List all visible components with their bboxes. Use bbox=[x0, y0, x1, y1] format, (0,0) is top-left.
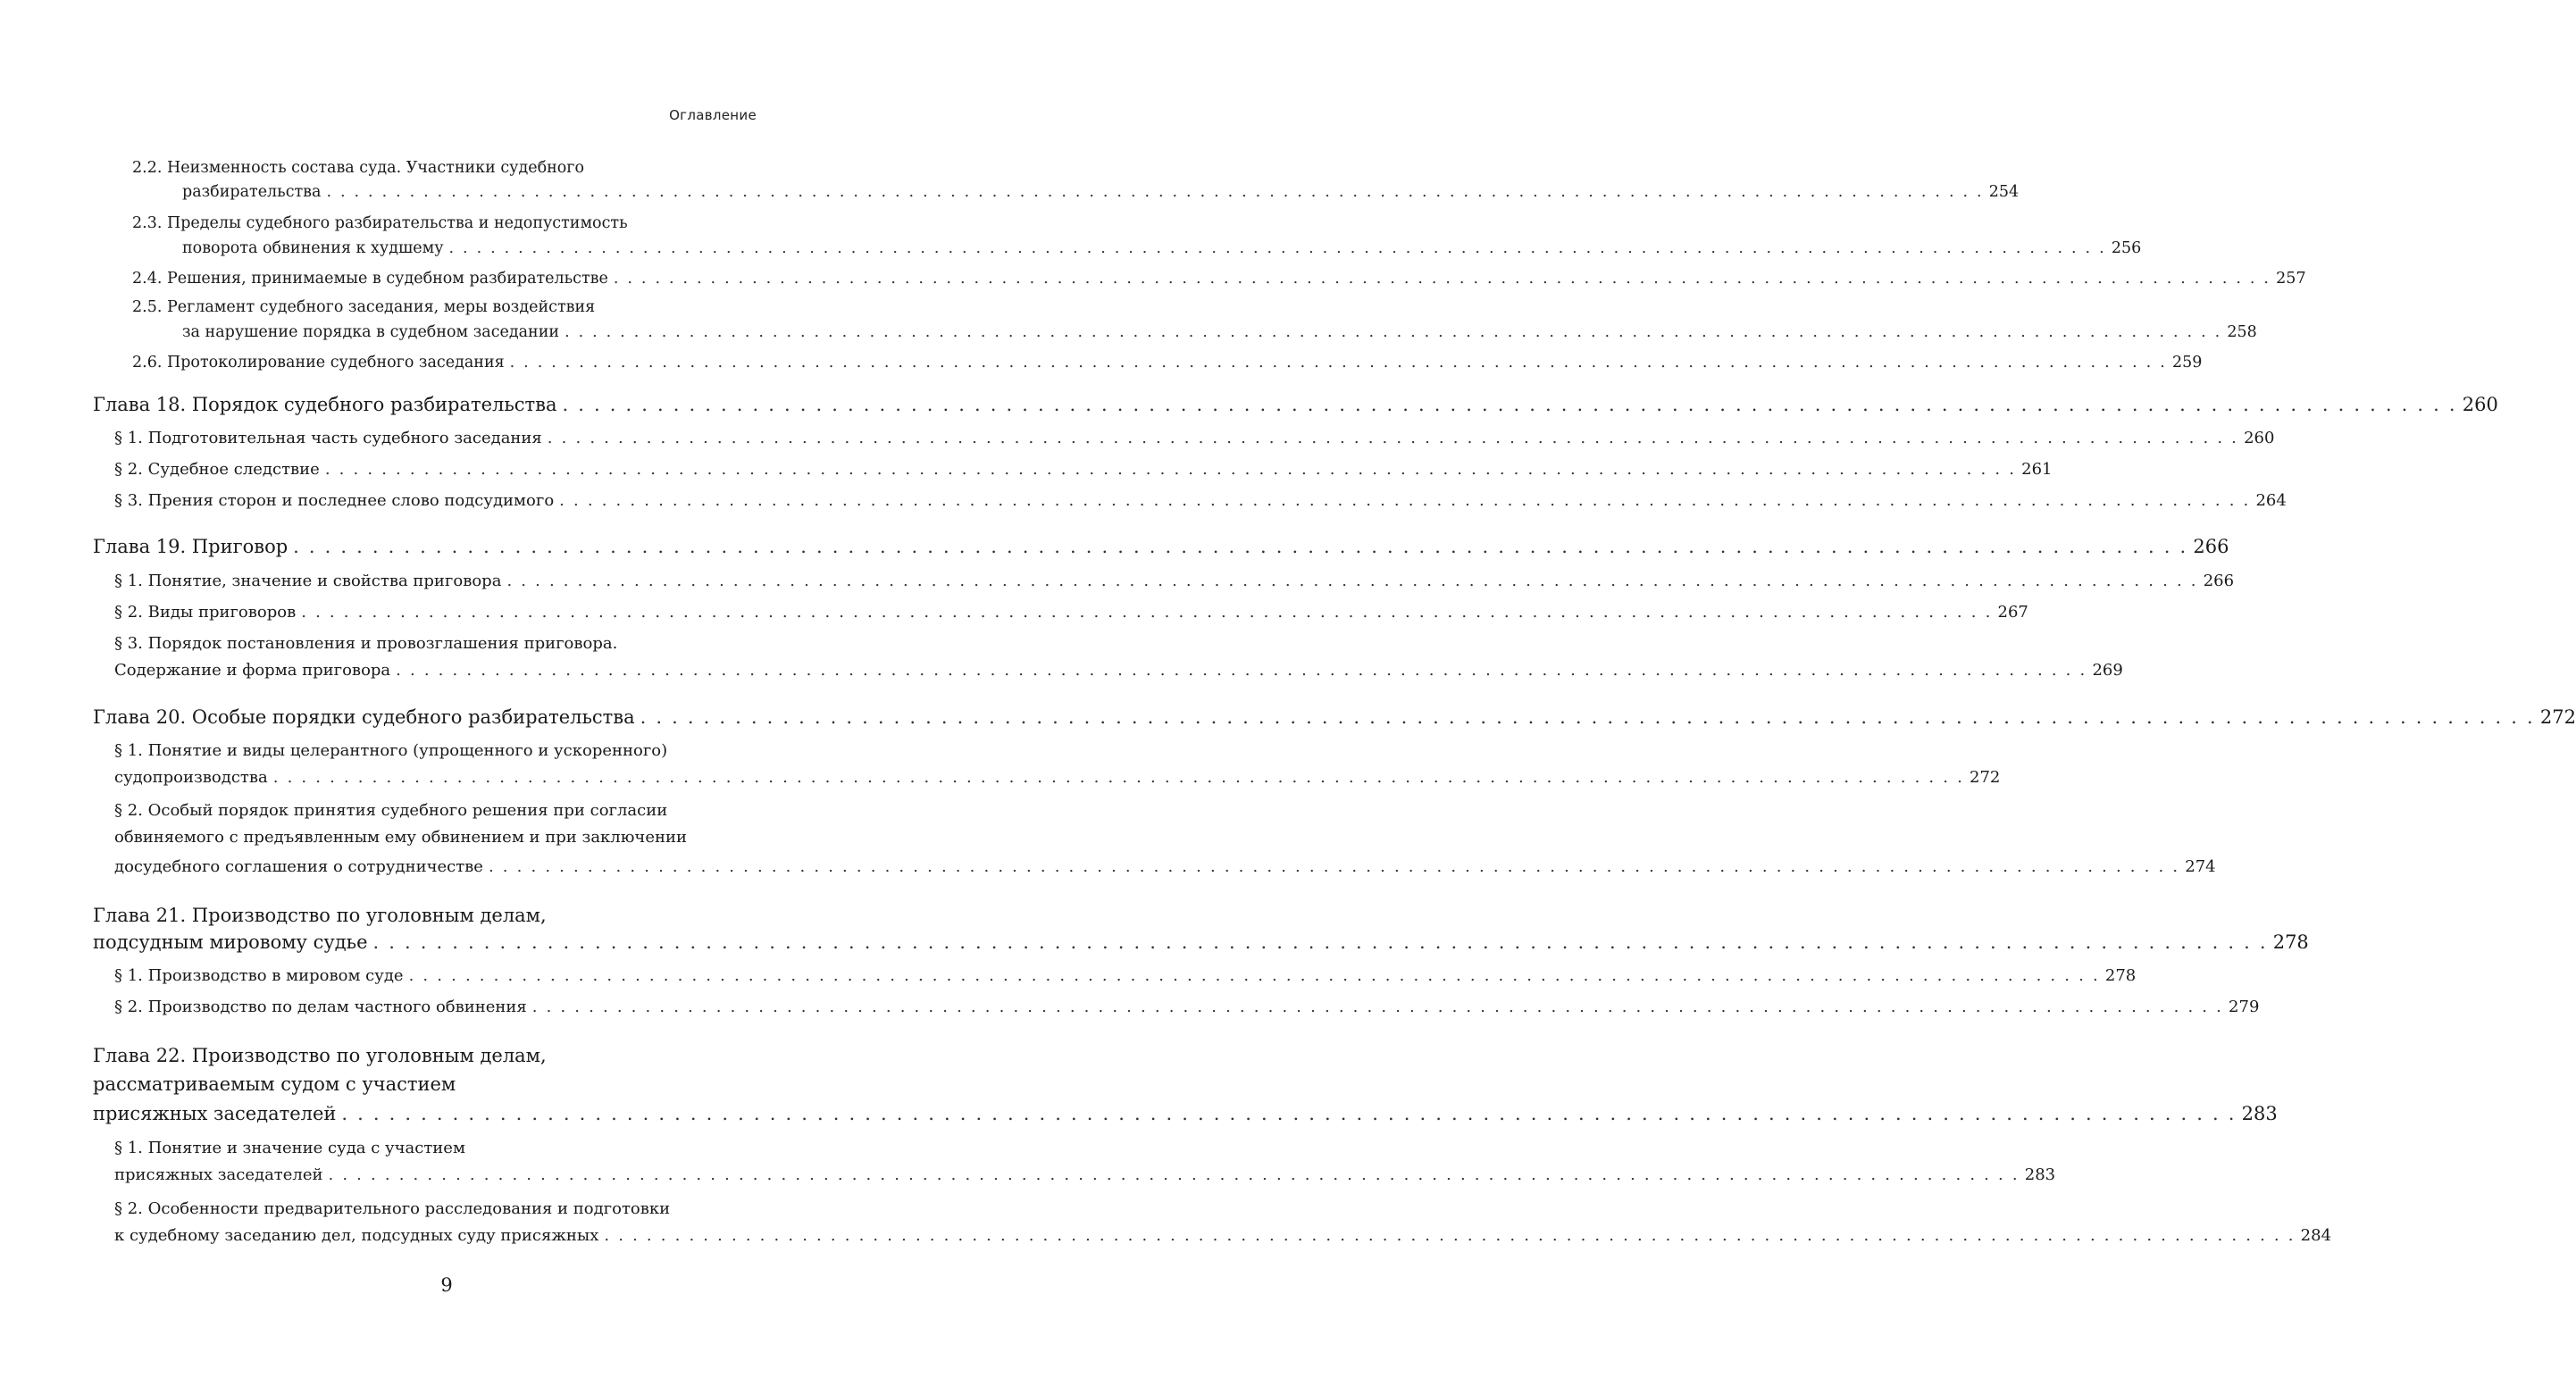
toc-entry-section-line bbox=[114, 741, 757, 760]
dot-leader: . . . . . . . . . . . . . . . . . . . . . . . . . . . . . . . . . . . . . . . . . . . . . . . . . . . . . . . . . . . . . . . . . . . . . . . . . . . . . . . . . . . . . . . . . . . . . . . . . . . . . . . . . . . . . . . . . . . . . . . . bbox=[293, 536, 2188, 557]
toc-entry-sub-line bbox=[182, 183, 2020, 201]
dot-leader: . . . . . . . . . . . . . . . . . . . . . . . . . . . . . . . . . . . . . . . . . . . . . . . . . . . . . . . . . . . . . . . . . . . . . . . . . . . . . . . . . . . . . . . . . . . . . . . . . . . . . . . . . . . . . . . . . . . . . . . . bbox=[562, 394, 2457, 415]
toc-entry-title: 2.3. Пределы судебного разбирательства и недопустимость bbox=[132, 214, 628, 232]
toc-entry-title: к судебному заседанию дел, подсудных суду присяжных bbox=[114, 1226, 599, 1245]
toc-entry-page: 258 bbox=[2227, 323, 2257, 341]
toc-entry-page: 278 bbox=[2104, 966, 2137, 985]
toc-entry-title: § 2. Особенности предварительного расследования и подготовки bbox=[114, 1199, 671, 1218]
dot-leader: . . . . . . . . . . . . . . . . . . . . . . . . . . . . . . . . . . . . . . . . . . . . . . . . . . . . . . . . . . . . . . . . . . . . . . . . . . . . . . . . . . . . . . . . . . . . . . . . . . . . . . . . . . . . . . . . . . . . . . . . bbox=[506, 572, 2198, 590]
page-number: 9 bbox=[440, 1274, 453, 1296]
toc-entry-page: 272 bbox=[1970, 768, 2001, 787]
toc-entry-title: § 2. Особый порядок принятия судебного решения при согласии bbox=[114, 801, 668, 820]
toc-entry-title: Глава 21. Производство по уголовным делам, bbox=[93, 905, 547, 926]
toc-entry-title: § 1. Подготовительная часть судебного заседания bbox=[114, 429, 542, 447]
dot-leader: . . . . . . . . . . . . . . . . . . . . . . . . . . . . . . . . . . . . . . . . . . . . . . . . . . . . . . . . . . . . . . . . . . . . . . . . . . . . . . . . . . . . . . . . . . . . . . . . . . . . . . . . . . . . . . . . . . . . . . . . bbox=[324, 460, 2017, 479]
dot-leader: . . . . . . . . . . . . . . . . . . . . . . . . . . . . . . . . . . . . . . . . . . . . . . . . . . . . . . . . . . . . . . . . . . . . . . . . . . . . . . . . . . . . . . . . . . . . . . . . . . . . . . . . . . . . . . . . . . . . . . . . bbox=[328, 1165, 2020, 1184]
toc-entry-title: 2.6. Протоколирование судебного заседания bbox=[132, 354, 505, 372]
toc-entry-page: 283 bbox=[2241, 1103, 2278, 1124]
dot-leader: . . . . . . . . . . . . . . . . . . . . . . . . . . . . . . . . . . . . . . . . . . . . . . . . . . . . . . . . . . . . . . . . . . . . . . . . . . . . . . . . . . . . . . . . . . . . . . . . . . . . . . . . . . . . . . . . . . . . . . . . bbox=[326, 183, 1984, 201]
toc-entry-chapter-line bbox=[93, 706, 2576, 728]
toc-entry-section-line bbox=[114, 1226, 2332, 1245]
toc-entry-sub-line bbox=[132, 298, 757, 316]
toc-entry-page: 269 bbox=[2092, 661, 2123, 680]
toc-entry-section-line bbox=[114, 1199, 757, 1218]
toc-entry-page: 266 bbox=[2193, 536, 2229, 557]
toc-entry-page: 254 bbox=[1988, 183, 2020, 201]
toc-entry-section-line bbox=[114, 491, 2287, 510]
toc-entry-chapter-line bbox=[93, 1045, 757, 1066]
toc-entry-title: 2.4. Решения, принимаемые в судебном разбирательстве bbox=[132, 270, 608, 288]
toc-entry-section-line bbox=[114, 768, 2001, 787]
toc-entry-section-line bbox=[114, 603, 2028, 622]
toc-entry-sub-line bbox=[132, 354, 2203, 372]
toc-entry-page: 279 bbox=[2229, 998, 2260, 1016]
toc-entry-page: 284 bbox=[2300, 1226, 2332, 1245]
toc-entry-title: § 1. Понятие и значение суда с участием bbox=[114, 1139, 465, 1157]
toc-entry-sub-line bbox=[182, 239, 2142, 257]
toc-entry-title: 2.5. Регламент судебного заседания, меры воздействия bbox=[132, 298, 596, 316]
toc-entry-title: судопроизводства bbox=[114, 768, 268, 787]
running-head: Оглавление bbox=[669, 107, 757, 123]
toc-entry-section-line bbox=[114, 572, 2235, 590]
toc-entry-page: 278 bbox=[2272, 931, 2309, 953]
dot-leader: . . . . . . . . . . . . . . . . . . . . . . . . . . . . . . . . . . . . . . . . . . . . . . . . . . . . . . . . . . . . . . . . . . . . . . . . . . . . . . . . . . . . . . . . . . . . . . . . . . . . . . . . . . . . . . . . . . . . . . . . bbox=[301, 603, 1993, 622]
toc-entry-page: 283 bbox=[2024, 1165, 2056, 1184]
toc-entry-page: 256 bbox=[2111, 239, 2142, 257]
toc-entry-title: § 2. Судебное следствие bbox=[114, 460, 320, 479]
toc-entry-chapter-line bbox=[93, 394, 2498, 415]
dot-leader: . . . . . . . . . . . . . . . . . . . . . . . . . . . . . . . . . . . . . . . . . . . . . . . . . . . . . . . . . . . . . . . . . . . . . . . . . . . . . . . . . . . . . . . . . . . . . . . . . . . . . . . . . . . . . . . . . . . . . . . . bbox=[531, 998, 2224, 1016]
toc-entry-sub-line bbox=[132, 159, 757, 177]
dot-leader: . . . . . . . . . . . . . . . . . . . . . . . . . . . . . . . . . . . . . . . . . . . . . . . . . . . . . . . . . . . . . . . . . . . . . . . . . . . . . . . . . . . . . . . . . . . . . . . . . . . . . . . . . . . . . . . . . . . . . . . . bbox=[604, 1226, 2296, 1245]
toc-entry-section-line bbox=[114, 460, 2053, 479]
toc-entry-page: 260 bbox=[2244, 429, 2275, 447]
dot-leader: . . . . . . . . . . . . . . . . . . . . . . . . . . . . . . . . . . . . . . . . . . . . . . . . . . . . . . . . . . . . . . . . . . . . . . . . . . . . . . . . . . . . . . . . . . . . . . . . . . . . . . . . . . . . . . . . . . . . . . . . bbox=[408, 966, 2100, 985]
toc-entry-title: за нарушение порядка в судебном заседании bbox=[182, 323, 560, 341]
dot-leader: . . . . . . . . . . . . . . . . . . . . . . . . . . . . . . . . . . . . . . . . . . . . . . . . . . . . . . . . . . . . . . . . . . . . . . . . . . . . . . . . . . . . . . . . . . . . . . . . . . . . . . . . . . . . . . . . . . . . . . . . bbox=[565, 323, 2222, 341]
toc-entry-section-line bbox=[114, 801, 757, 820]
toc-entry-sub-line bbox=[132, 214, 757, 232]
toc-entry-page: 259 bbox=[2171, 354, 2203, 372]
toc-entry-section-line bbox=[114, 634, 757, 653]
toc-entry-section-line bbox=[114, 1139, 757, 1157]
toc-entry-title: присяжных заседателей bbox=[93, 1103, 337, 1124]
toc-entry-title: разбирательства bbox=[182, 183, 322, 201]
toc-entry-section-line bbox=[114, 857, 2216, 876]
dot-leader: . . . . . . . . . . . . . . . . . . . . . . . . . . . . . . . . . . . . . . . . . . . . . . . . . . . . . . . . . . . . . . . . . . . . . . . . . . . . . . . . . . . . . . . . . . . . . . . . . . . . . . . . . . . . . . . . . . . . . . . . bbox=[396, 661, 2087, 680]
dot-leader: . . . . . . . . . . . . . . . . . . . . . . . . . . . . . . . . . . . . . . . . . . . . . . . . . . . . . . . . . . . . . . . . . . . . . . . . . . . . . . . . . . . . . . . . . . . . . . . . . . . . . . . . . . . . . . . . . . . . . . . . bbox=[613, 270, 2271, 288]
dot-leader: . . . . . . . . . . . . . . . . . . . . . . . . . . . . . . . . . . . . . . . . . . . . . . . . . . . . . . . . . . . . . . . . . . . . . . . . . . . . . . . . . . . . . . . . . . . . . . . . . . . . . . . . . . . . . . . . . . . . . . . . bbox=[509, 354, 2167, 372]
toc-entry-title: § 3. Прения сторон и последнее слово подсудимого bbox=[114, 491, 555, 510]
toc-entry-title: присяжных заседателей bbox=[114, 1165, 323, 1184]
dot-leader: . . . . . . . . . . . . . . . . . . . . . . . . . . . . . . . . . . . . . . . . . . . . . . . . . . . . . . . . . . . . . . . . . . . . . . . . . . . . . . . . . . . . . . . . . . . . . . . . . . . . . . . . . . . . . . . . . . . . . . . . bbox=[488, 857, 2180, 876]
toc-entry-chapter-line bbox=[93, 1103, 2278, 1124]
dot-leader: . . . . . . . . . . . . . . . . . . . . . . . . . . . . . . . . . . . . . . . . . . . . . . . . . . . . . . . . . . . . . . . . . . . . . . . . . . . . . . . . . . . . . . . . . . . . . . . . . . . . . . . . . . . . . . . . . . . . . . . . bbox=[372, 931, 2268, 953]
toc-entry-chapter-line bbox=[93, 536, 2229, 557]
toc-entry-title: 2.2. Неизменность состава суда. Участники судебного bbox=[132, 159, 585, 177]
toc-entry-title: § 1. Производство в мировом суде bbox=[114, 966, 404, 985]
toc-entry-title: § 3. Порядок постановления и провозглашения приговора. bbox=[114, 634, 618, 653]
toc-entry-section-line bbox=[114, 429, 2275, 447]
toc-entry-title: рассматриваемым судом с участием bbox=[93, 1073, 456, 1095]
toc-entry-title: Глава 18. Порядок судебного разбирательства bbox=[93, 394, 557, 415]
toc-entry-chapter-line bbox=[93, 905, 757, 926]
toc-entry-title: § 2. Производство по делам частного обвинения bbox=[114, 998, 527, 1016]
toc-entry-page: 274 bbox=[2185, 857, 2216, 876]
dot-leader: . . . . . . . . . . . . . . . . . . . . . . . . . . . . . . . . . . . . . . . . . . . . . . . . . . . . . . . . . . . . . . . . . . . . . . . . . . . . . . . . . . . . . . . . . . . . . . . . . . . . . . . . . . . . . . . . . . . . . . . . bbox=[341, 1103, 2237, 1124]
toc-entry-page: 272 bbox=[2539, 706, 2576, 728]
toc-entry-title: Содержание и форма приговора bbox=[114, 661, 391, 680]
dot-leader: . . . . . . . . . . . . . . . . . . . . . . . . . . . . . . . . . . . . . . . . . . . . . . . . . . . . . . . . . . . . . . . . . . . . . . . . . . . . . . . . . . . . . . . . . . . . . . . . . . . . . . . . . . . . . . . . . . . . . . . . bbox=[448, 239, 2106, 257]
toc-entry-section-line bbox=[114, 998, 2260, 1016]
toc-entry-section-line bbox=[114, 1165, 2056, 1184]
toc-entry-title: подсудным мировому судье bbox=[93, 931, 368, 953]
toc-entry-page: 260 bbox=[2462, 394, 2498, 415]
toc-entry-chapter-line bbox=[93, 1073, 757, 1095]
toc-entry-title: поворота обвинения к худшему bbox=[182, 239, 444, 257]
toc-entry-chapter-line bbox=[93, 931, 2309, 953]
dot-leader: . . . . . . . . . . . . . . . . . . . . . . . . . . . . . . . . . . . . . . . . . . . . . . . . . . . . . . . . . . . . . . . . . . . . . . . . . . . . . . . . . . . . . . . . . . . . . . . . . . . . . . . . . . . . . . . . . . . . . . . . bbox=[547, 429, 2239, 447]
toc-entry-sub-line bbox=[182, 323, 2257, 341]
toc-entry-title: § 1. Понятие, значение и свойства приговора bbox=[114, 572, 502, 590]
toc-entry-section-line bbox=[114, 966, 2137, 985]
toc-entry-section-line bbox=[114, 828, 757, 847]
toc-entry-title: досудебного соглашения о сотрудничестве bbox=[114, 857, 483, 876]
toc-entry-sub-line bbox=[132, 270, 2306, 288]
toc-entry-page: 267 bbox=[1997, 603, 2028, 622]
toc-entry-title: обвиняемого с предъявленным ему обвинением и при заключении bbox=[114, 828, 687, 847]
dot-leader: . . . . . . . . . . . . . . . . . . . . . . . . . . . . . . . . . . . . . . . . . . . . . . . . . . . . . . . . . . . . . . . . . . . . . . . . . . . . . . . . . . . . . . . . . . . . . . . . . . . . . . . . . . . . . . . . . . . . . . . . bbox=[640, 706, 2535, 728]
dot-leader: . . . . . . . . . . . . . . . . . . . . . . . . . . . . . . . . . . . . . . . . . . . . . . . . . . . . . . . . . . . . . . . . . . . . . . . . . . . . . . . . . . . . . . . . . . . . . . . . . . . . . . . . . . . . . . . . . . . . . . . . bbox=[272, 768, 1965, 787]
toc-entry-title: Глава 19. Приговор bbox=[93, 536, 289, 557]
toc-entry-page: 257 bbox=[2276, 270, 2306, 288]
toc-entry-page: 264 bbox=[2255, 491, 2287, 510]
toc-entry-page: 261 bbox=[2021, 460, 2053, 479]
toc-entry-title: Глава 20. Особые порядки судебного разбирательства bbox=[93, 706, 635, 728]
toc-entry-section-line bbox=[114, 661, 2123, 680]
toc-entry-title: § 1. Понятие и виды целерантного (упрощенного и ускоренного) bbox=[114, 741, 668, 760]
toc-entry-title: Глава 22. Производство по уголовным делам, bbox=[93, 1045, 547, 1066]
dot-leader: . . . . . . . . . . . . . . . . . . . . . . . . . . . . . . . . . . . . . . . . . . . . . . . . . . . . . . . . . . . . . . . . . . . . . . . . . . . . . . . . . . . . . . . . . . . . . . . . . . . . . . . . . . . . . . . . . . . . . . . . bbox=[559, 491, 2251, 510]
toc-entry-title: § 2. Виды приговоров bbox=[114, 603, 297, 622]
toc-entry-page: 266 bbox=[2203, 572, 2235, 590]
